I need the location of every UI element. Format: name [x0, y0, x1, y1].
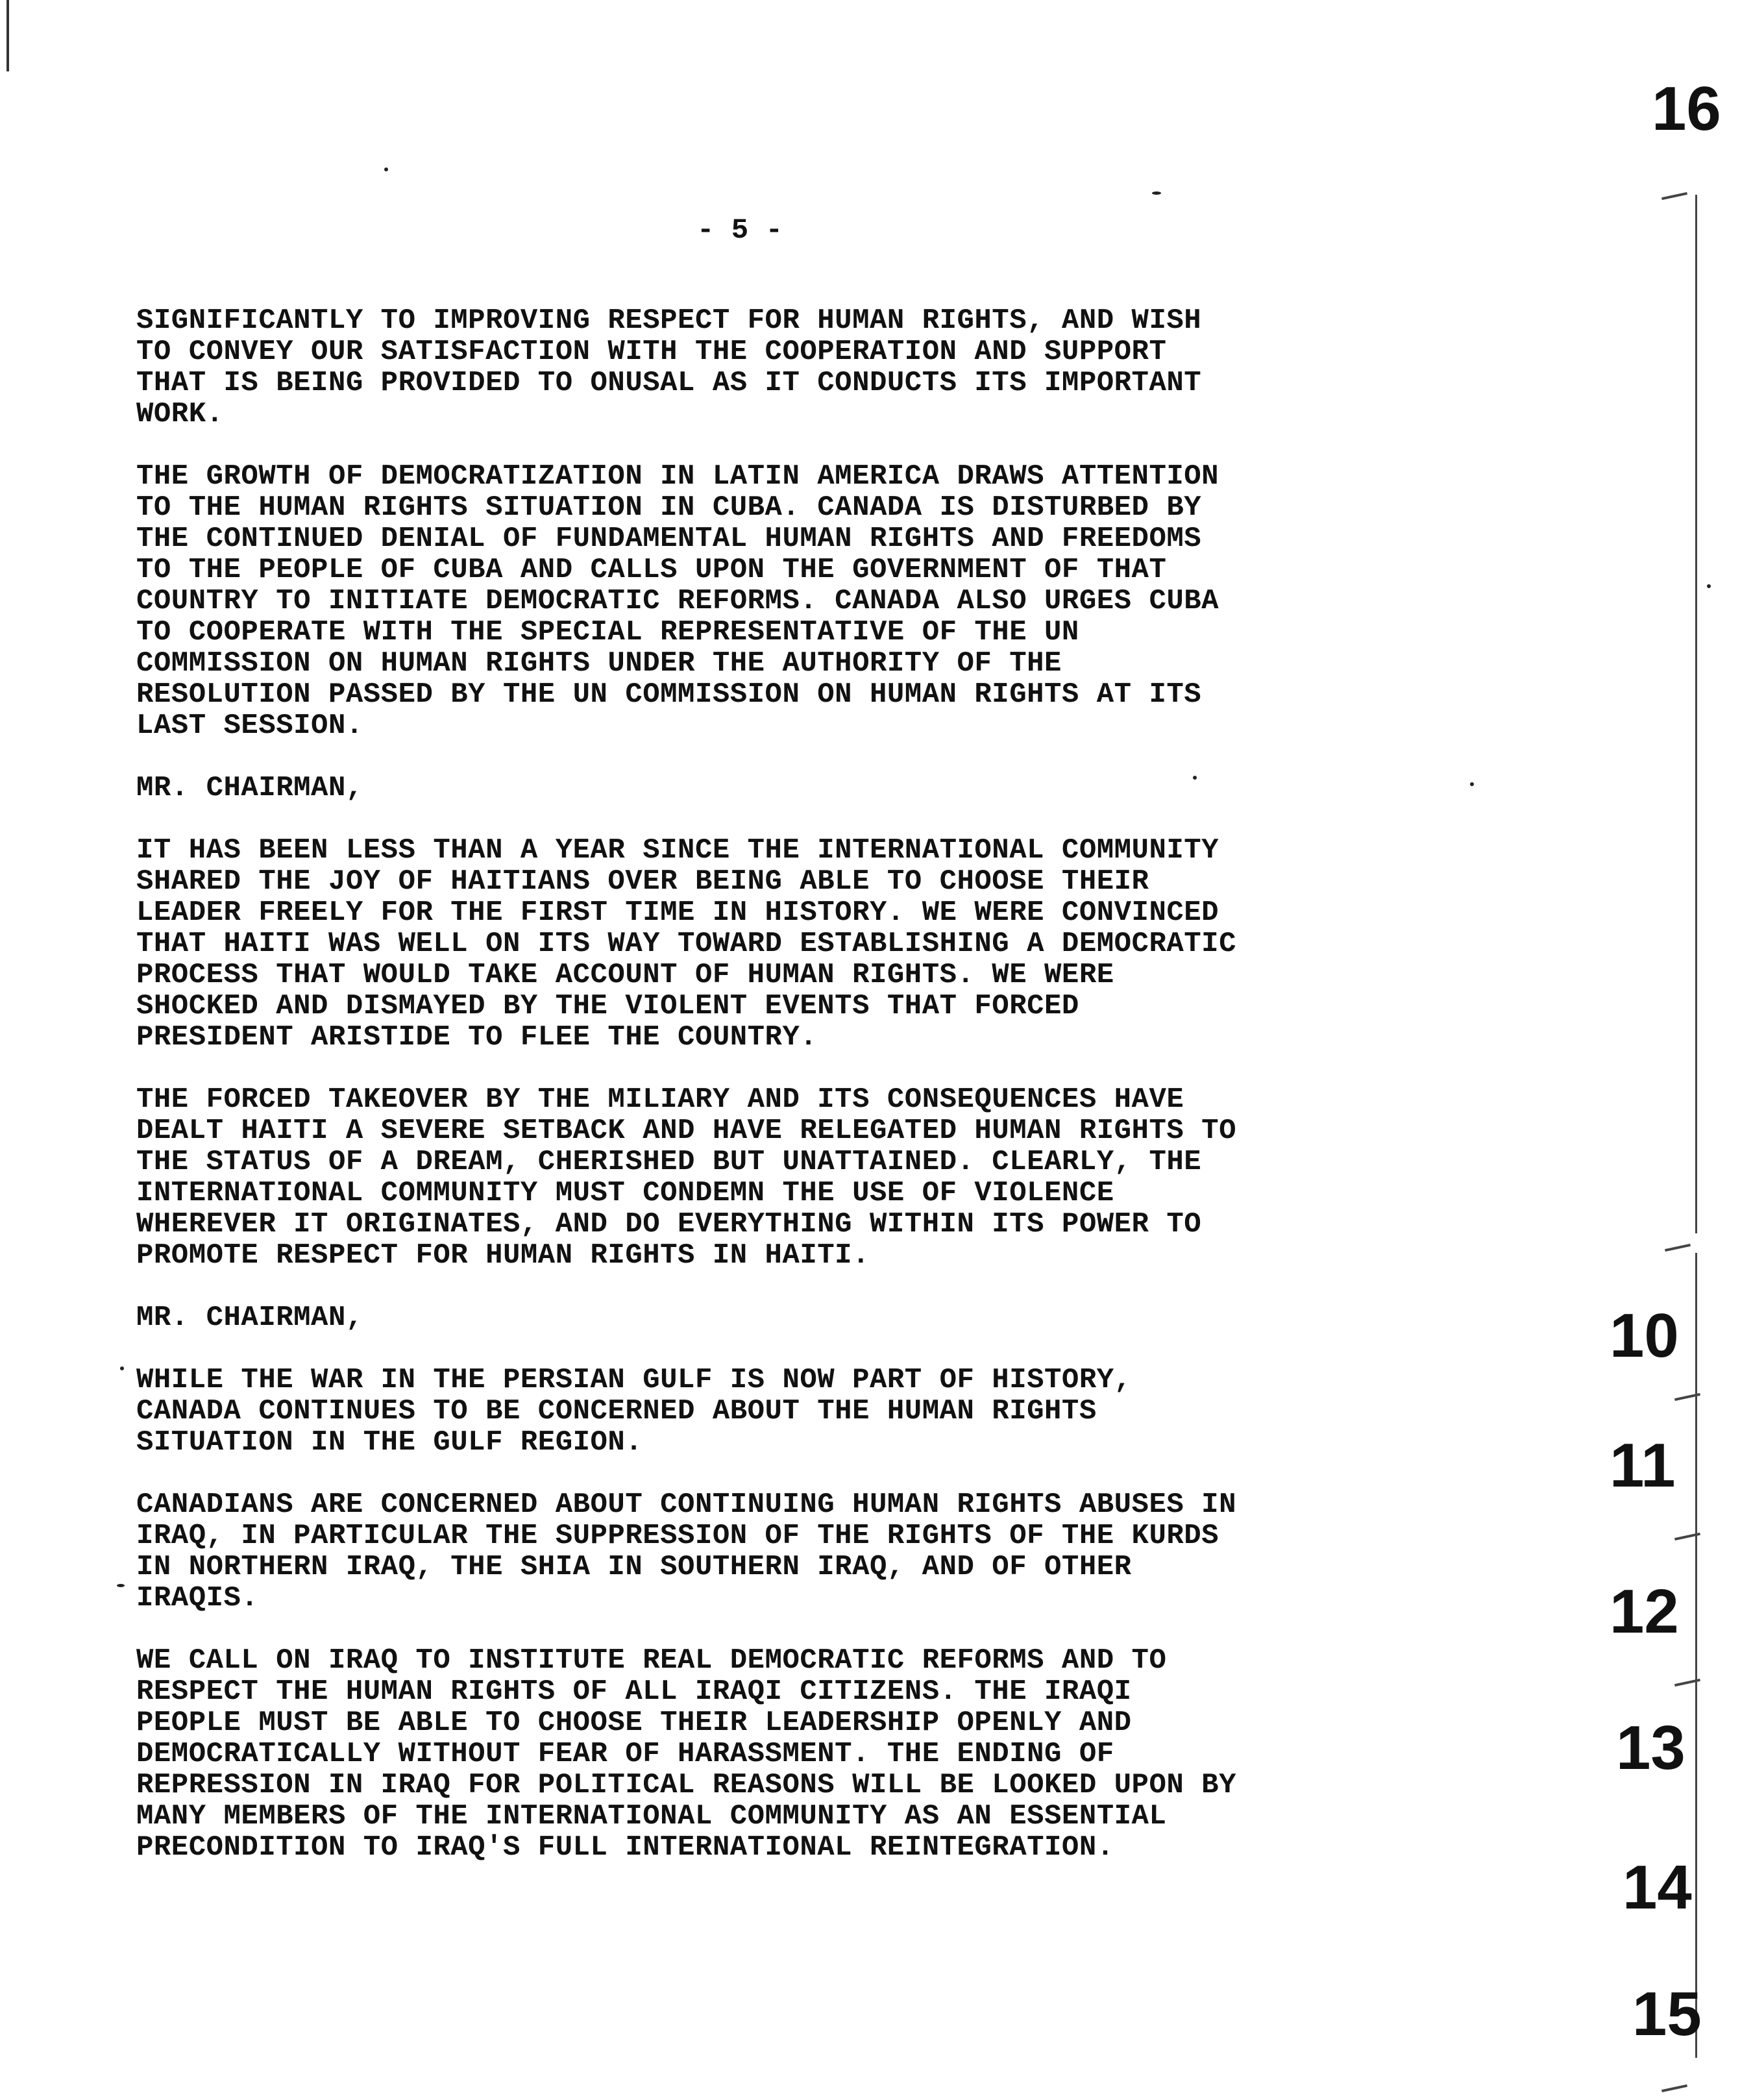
text-line: RESPECT THE HUMAN RIGHTS OF ALL IRAQI CITIZENS. THE IRAQI — [136, 1675, 1132, 1708]
scan-speck — [1707, 584, 1711, 588]
text-line: SIGNIFICANTLY TO IMPROVING RESPECT FOR HUMAN RIGHTS, AND WISH — [136, 304, 1202, 337]
tab-divider-line — [1695, 195, 1697, 1233]
page-number: - 5 - — [696, 214, 783, 247]
document-body — [136, 305, 1434, 1894]
text-line: TO COOPERATE WITH THE SPECIAL REPRESENTATIVE OF THE UN — [136, 616, 1079, 649]
text-line: TO THE PEOPLE OF CUBA AND CALLS UPON THE GOVERNMENT OF THAT — [136, 554, 1167, 586]
scan-speck — [384, 167, 388, 171]
text-line: REPRESSION IN IRAQ FOR POLITICAL REASONS WILL BE LOOKED UPON BY — [136, 1769, 1236, 1801]
text-line: IRAQ, IN PARTICULAR THE SUPPRESSION OF THE RIGHTS OF THE KURDS — [136, 1520, 1219, 1552]
scan-speck — [120, 1366, 124, 1370]
text-line: TO THE HUMAN RIGHTS SITUATION IN CUBA. CANADA IS DISTURBED BY — [136, 491, 1202, 524]
scan-speck — [1152, 191, 1161, 195]
text-line: WE CALL ON IRAQ TO INSTITUTE REAL DEMOCRATIC REFORMS AND TO — [136, 1644, 1167, 1677]
text-line: PRECONDITION TO IRAQ'S FULL INTERNATIONAL REINTEGRATION. — [136, 1831, 1114, 1864]
text-line: CANADA CONTINUES TO BE CONCERNED ABOUT THE HUMAN RIGHTS — [136, 1395, 1097, 1427]
tab-number[interactable]: 15 — [1632, 1979, 1702, 2049]
text-line: THAT IS BEING PROVIDED TO ONUSAL AS IT CONDUCTS ITS IMPORTANT — [136, 367, 1202, 399]
tab-number[interactable]: 10 — [1610, 1301, 1679, 1370]
text-line: PRESIDENT ARISTIDE TO FLEE THE COUNTRY. — [136, 1021, 818, 1054]
text-line: PEOPLE MUST BE ABLE TO CHOOSE THEIR LEADERSHIP OPENLY AND — [136, 1707, 1132, 1739]
paragraph — [136, 835, 1434, 1053]
paragraph — [136, 1084, 1434, 1271]
text-line: MANY MEMBERS OF THE INTERNATIONAL COMMUNITY AS AN ESSENTIAL — [136, 1800, 1167, 1833]
paragraph — [136, 1489, 1434, 1614]
paragraph — [136, 305, 1434, 430]
tab-number[interactable]: 13 — [1616, 1713, 1685, 1783]
text-line: THE CONTINUED DENIAL OF FUNDAMENTAL HUMAN RIGHTS AND FREEDOMS — [136, 523, 1202, 555]
text-line: COUNTRY TO INITIATE DEMOCRATIC REFORMS. CANADA ALSO URGES CUBA — [136, 585, 1219, 617]
text-line: LAST SESSION. — [136, 710, 363, 742]
scan-edge-line — [6, 0, 9, 71]
text-line: PROCESS THAT WOULD TAKE ACCOUNT OF HUMAN RIGHTS. WE WERE — [136, 959, 1114, 991]
text-line: WHEREVER IT ORIGINATES, AND DO EVERYTHING WITHIN ITS POWER TO — [136, 1208, 1202, 1241]
tab-notch — [1665, 1244, 1691, 1252]
text-line: SITUATION IN THE GULF REGION. — [136, 1426, 643, 1459]
text-line: DEALT HAITI A SEVERE SETBACK AND HAVE RELEGATED HUMAN RIGHTS TO — [136, 1115, 1236, 1147]
scan-speck — [117, 1584, 125, 1587]
salutation — [136, 772, 1434, 804]
paragraph — [136, 1645, 1434, 1863]
salutation — [136, 1302, 1434, 1333]
text-line: THAT HAITI WAS WELL ON ITS WAY TOWARD ESTABLISHING A DEMOCRATIC — [136, 928, 1236, 960]
text-line: MR. CHAIRMAN, — [136, 1302, 363, 1334]
text-line: WORK. — [136, 398, 224, 430]
text-line: IT HAS BEEN LESS THAN A YEAR SINCE THE INTERNATIONAL COMMUNITY — [136, 834, 1219, 867]
tab-number[interactable]: 11 — [1610, 1431, 1676, 1500]
paragraph — [136, 461, 1434, 741]
text-line: RESOLUTION PASSED BY THE UN COMMISSION ON HUMAN RIGHTS AT ITS — [136, 678, 1202, 711]
text-line: DEMOCRATICALLY WITHOUT FEAR OF HARASSMENT. THE ENDING OF — [136, 1738, 1114, 1770]
scan-speck — [1470, 782, 1474, 786]
text-line: TO CONVEY OUR SATISFACTION WITH THE COOPERATION AND SUPPORT — [136, 336, 1167, 368]
text-line: COMMISSION ON HUMAN RIGHTS UNDER THE AUTHORITY OF THE — [136, 647, 1062, 680]
text-line: WHILE THE WAR IN THE PERSIAN GULF IS NOW PART OF HISTORY, — [136, 1364, 1132, 1396]
text-line: IRAQIS. — [136, 1582, 259, 1614]
text-line: THE FORCED TAKEOVER BY THE MILIARY AND ITS CONSEQUENCES HAVE — [136, 1083, 1184, 1116]
tab-notch — [1661, 2084, 1687, 2092]
text-line: PROMOTE RESPECT FOR HUMAN RIGHTS IN HAITI. — [136, 1239, 870, 1272]
text-line: IN NORTHERN IRAQ, THE SHIA IN SOUTHERN IRAQ, AND OF OTHER — [136, 1551, 1132, 1583]
text-line: INTERNATIONAL COMMUNITY MUST CONDEMN THE USE OF VIOLENCE — [136, 1177, 1114, 1209]
text-line: MR. CHAIRMAN, — [136, 772, 363, 804]
text-line: THE STATUS OF A DREAM, CHERISHED BUT UNATTAINED. CLEARLY, THE — [136, 1146, 1202, 1178]
tab-number[interactable]: 16 — [1652, 74, 1721, 143]
text-line: CANADIANS ARE CONCERNED ABOUT CONTINUING HUMAN RIGHTS ABUSES IN — [136, 1489, 1236, 1521]
tab-divider-line — [1695, 1253, 1697, 2058]
tab-number[interactable]: 12 — [1610, 1577, 1679, 1646]
paragraph — [136, 1365, 1434, 1458]
text-line: SHOCKED AND DISMAYED BY THE VIOLENT EVENTS THAT FORCED — [136, 990, 1079, 1022]
text-line: LEADER FREELY FOR THE FIRST TIME IN HISTORY. WE WERE CONVINCED — [136, 896, 1219, 929]
text-line: THE GROWTH OF DEMOCRATIZATION IN LATIN AMERICA DRAWS ATTENTION — [136, 460, 1219, 493]
text-line: SHARED THE JOY OF HAITIANS OVER BEING ABLE TO CHOOSE THEIR — [136, 865, 1149, 898]
tab-notch — [1661, 192, 1687, 200]
tab-number[interactable]: 14 — [1623, 1853, 1692, 1922]
